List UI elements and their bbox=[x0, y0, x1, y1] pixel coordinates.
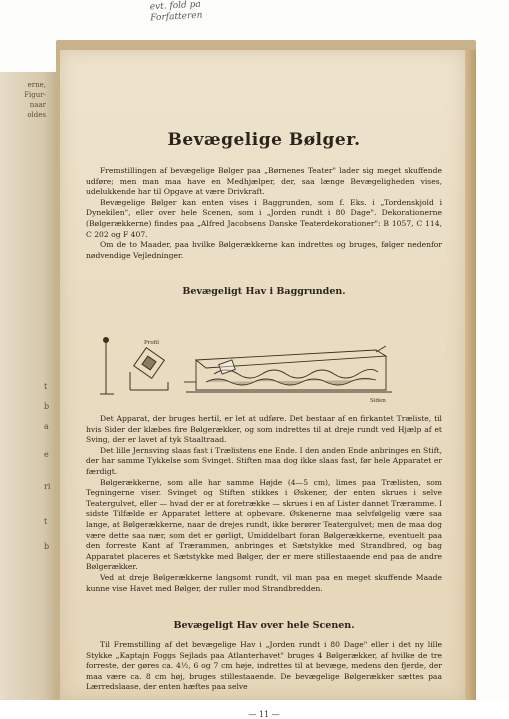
intro-paragraph: Om de to Maader, paa hvilke Bølgerækkerne kan indrettes og bruges, følger nedenfor nødvendige Vejledninger. bbox=[86, 240, 442, 260]
wave-machine-side-drawing bbox=[184, 346, 392, 392]
section1-paragraph: Bølgerækkerne, som alle har samme Højde (4—5 cm), limes paa Trælisten, som Tegningerne viser. Svinget og Stiften stikkes i Øskener, der enten skrues i selve Teatergulvet, eller — hvad der er at foretrække — skrues i en af Lister dannet Træramme. I sidste Tilfælde er Apparatet lettere at opbevare. Øskenerne maa selvfølgelig være saa lange, at Bølgerækkerne, naar de drejes rundt, ikke berører Teatergulvet; men de maa dog være dette saa nær, som det er gørligt, Umiddelbart foran Bølgerækkerne, eventuelt paa den forreste Kant af Trærammen, anbringes et Sætstykke med Strandbred, og bag Apparatet placeres et Sætstykke med Bølger, der er mere stillestaaende end paa de andre Bølgerækker. bbox=[86, 477, 442, 572]
left-margin-char: ri bbox=[44, 482, 51, 491]
left-margin-line: erne, bbox=[27, 81, 46, 89]
left-margin-char: t bbox=[44, 382, 48, 391]
section2-paragraph: Til Fremstilling af det bevægelige Hav i „Jorden rundt i 80 Dage" eller i det ny lille Stykke „Kaptajn Foggs Sejlads paa Atlanterhavet" bruges 4 Bølgerækker, af hvilke de tre forreste, der gøres ca. 4½, 6 og 7 cm høje, indrettes til at bevæge, medens den fjerde, der maa være ca. 8 cm høj, bruges stillestaaende. De bevægelige Bølgerækker sættes paa Lærredslaase, der enten hæftes paa selve bbox=[86, 640, 442, 692]
section-heading-full-stage: Bevægeligt Hav over hele Scenen. bbox=[173, 620, 355, 631]
left-margin-char: a bbox=[44, 422, 49, 431]
left-margin-char: b bbox=[44, 542, 50, 551]
left-margin-line: Figur- bbox=[24, 91, 46, 99]
left-margin-char: b bbox=[44, 402, 50, 411]
handwritten-note: evt. fold pa Forfatteren bbox=[149, 0, 203, 24]
intro-paragraph: Bevægelige Bølger kan enten vises i Baggrunden, som f. Eks. i „Tordenskjold i Dynekilen", eller over hele Scenen, som i „Jorden rundt i 80 Dage". Dekorationerne (Bølgerækkerne) findes paa „Alfred Jacobsens Danske Teaterdekorationer": B 1057, C 114, C 202 og F 407. bbox=[86, 197, 442, 239]
apparatus-drawing bbox=[86, 332, 442, 410]
intro-text bbox=[86, 166, 442, 261]
wave-roller-profile-drawing bbox=[130, 348, 168, 390]
apparatus-illustration bbox=[86, 332, 442, 410]
side-label: Siden bbox=[370, 398, 386, 404]
section1-paragraph: Det Apparat, der bruges hertil, er let at udføre. Det bestaar af en firkantet Træliste, til hvis Sider der klæbes fire Bølgerækker, og som indrettes til at dreje rundt ved Hjælp af et Sving, der er lavet af tyk Staaltraad. bbox=[86, 414, 442, 445]
left-margin-char: t bbox=[44, 517, 48, 526]
left-margin-line: oldes bbox=[27, 111, 46, 119]
intro-paragraph: Fremstillingen af bevægelige Bølger paa „Børnenes Teater" lader sig meget skuffende udføre; men man maa have en Medhjælper, der, saa længe Bevægeligheden vises, udelukkende har til Opgave at være Drivkraft. bbox=[86, 166, 442, 197]
left-margin-char: e bbox=[44, 450, 49, 459]
section2-text bbox=[86, 640, 442, 693]
book-page bbox=[60, 50, 465, 719]
page-number: — 11 — bbox=[248, 710, 280, 719]
page-title: Bevægelige Bølger. bbox=[167, 130, 361, 150]
profile-label: Profil bbox=[144, 340, 160, 346]
section1-paragraph: Det lille Jernsving slaas fast i Trælistens ene Ende. I den anden Ende anbringes en Stift, der har samme Tykkelse som Svinget. Stiften maa dog ikke slaas fast, før hele Apparatet er færdigt. bbox=[86, 445, 442, 476]
left-margin-line: naar bbox=[29, 101, 46, 109]
left-page-edge bbox=[0, 72, 64, 700]
section1-paragraph: Ved at dreje Bølgerækkerne langsomt rundt, vil man paa en meget skuffende Maade kunne vise Havet med Bølger, der ruller mod Strandbredden. bbox=[86, 572, 442, 593]
crank-profile-drawing bbox=[100, 338, 114, 395]
section1-text bbox=[86, 414, 442, 594]
section-heading-background: Bevægeligt Hav i Baggrunden. bbox=[182, 286, 346, 297]
left-margin-text bbox=[2, 80, 46, 120]
